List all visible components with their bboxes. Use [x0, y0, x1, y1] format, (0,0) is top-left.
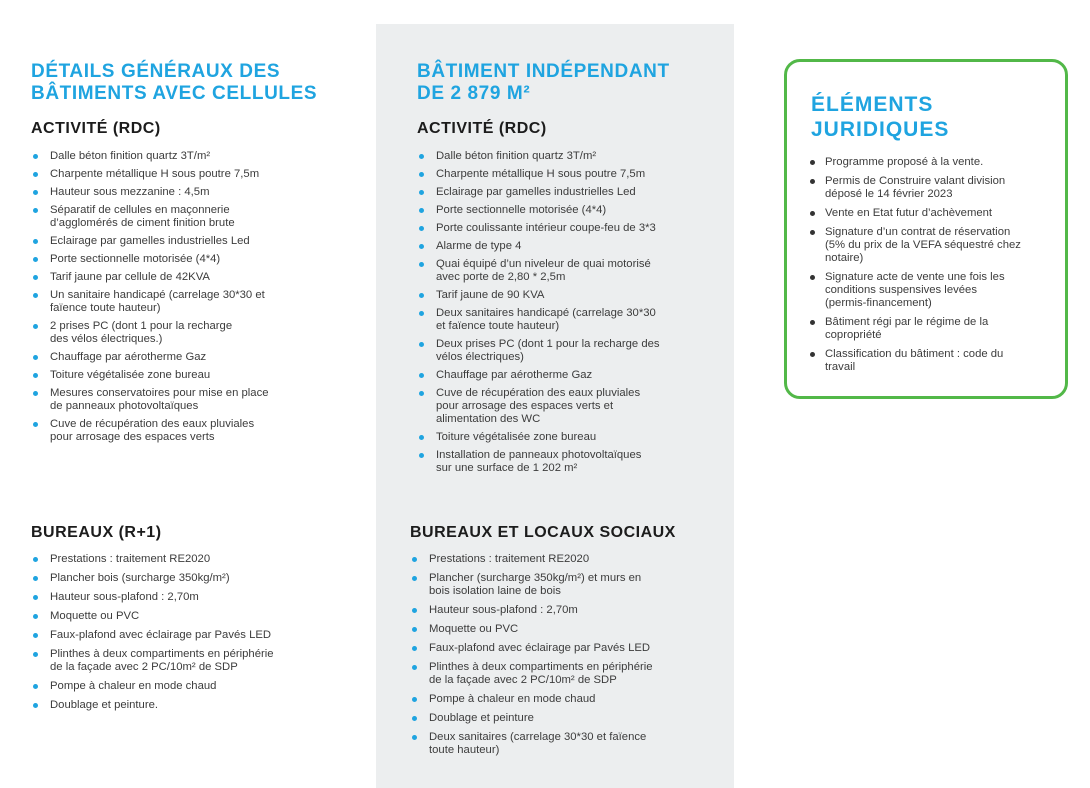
list-item-text: Bâtiment régi par le régime de la [825, 316, 989, 328]
list-item [31, 204, 361, 230]
list-item [31, 186, 361, 199]
title-line: BÂTIMENT INDÉPENDANT [417, 61, 670, 82]
list-item-text: alimentation des WC [436, 413, 541, 425]
list-item-text: Hauteur sous-plafond : 2,70m [429, 604, 578, 616]
list-item-text: Prestations : traitement RE2020 [50, 553, 211, 565]
list-item-text: Eclairage par gamelles industrielles Led [436, 186, 636, 198]
list-item-text: Hauteur sous mezzanine : 4,5m [50, 186, 210, 198]
list-item-text: Moquette ou PVC [429, 623, 519, 635]
list-item-text: copropriété [825, 329, 882, 341]
list-item [809, 271, 1047, 310]
list-item [417, 449, 717, 475]
section-col1-activity [31, 119, 361, 444]
list-item-text: Prestations : traitement RE2020 [429, 553, 590, 565]
list-item-text: Pompe à chaleur en mode chaud [429, 693, 596, 705]
list-item [31, 253, 361, 266]
list-item-text: d’agglomérés de ciment finition brute [50, 217, 235, 229]
list-item [809, 156, 1047, 169]
list-item [31, 150, 361, 163]
list-item [417, 369, 717, 382]
list-item-text: Doublage et peinture [429, 712, 534, 724]
list-item-text: Alarme de type 4 [436, 240, 522, 252]
list-item-text: Deux prises PC (dont 1 pour la recharge des [436, 338, 660, 350]
list-item-text: Quai équipé d’un niveleur de quai motorisé [436, 258, 651, 270]
list-item [417, 204, 717, 217]
list-item-text: Faux-plafond avec éclairage par Pavés LED [429, 642, 651, 654]
list-item [31, 351, 361, 364]
list-item-text: conditions suspensives levées [825, 284, 977, 296]
section-general-details [31, 61, 361, 105]
title-line: DE 2 879 M² [417, 83, 531, 104]
col1-offices-heading: BUREAUX (R+1) [31, 524, 162, 541]
list-item-text: Installation de panneaux photovoltaïques [436, 449, 642, 461]
list-item [809, 175, 1047, 201]
list-item [417, 240, 717, 253]
list-item-text: pour arrosage des espaces verts et [436, 400, 614, 412]
list-item [31, 648, 361, 674]
list-item-text: Plancher bois (surcharge 350kg/m²) [50, 572, 230, 584]
list-item [410, 642, 720, 655]
list-item-text: de la façade avec 2 PC/10m² de SDP [429, 674, 617, 686]
list-item [31, 289, 361, 315]
list-item-text: Hauteur sous-plafond : 2,70m [50, 591, 199, 603]
col2-activity-list [417, 150, 717, 475]
general-details-title [31, 61, 361, 105]
list-item [31, 610, 361, 623]
list-item-text: pour arrosage des espaces verts [50, 431, 215, 443]
list-item [31, 699, 361, 712]
section-independent-building [417, 61, 717, 105]
title-line: ÉLÉMENTS [811, 93, 934, 116]
list-item [410, 712, 720, 725]
legal-elements-title [811, 92, 949, 142]
list-item [31, 418, 361, 444]
list-item-text: de la façade avec 2 PC/10m² de SDP [50, 661, 238, 673]
list-item-text: Un sanitaire handicapé (carrelage 30*30 et [50, 289, 265, 301]
list-item [410, 553, 720, 566]
list-item-text: faïence toute hauteur) [50, 302, 161, 314]
list-item-text: Séparatif de cellules en maçonnerie [50, 204, 230, 216]
list-item-text: Plinthes à deux compartiments en périphérie [429, 661, 653, 673]
list-item-text: (5% du prix de la VEFA séquestré chez [825, 239, 1021, 251]
list-item [809, 316, 1047, 342]
list-item-text: Charpente métallique H sous poutre 7,5m [436, 168, 646, 180]
list-item [410, 731, 720, 757]
list-item-text: bois isolation laine de bois [429, 585, 561, 597]
list-item [809, 226, 1047, 265]
list-item [31, 369, 361, 382]
list-item-text: de panneaux photovoltaïques [50, 400, 199, 412]
list-item-text: Faux-plafond avec éclairage par Pavés LED [50, 629, 272, 641]
list-item-text: Toiture végétalisée zone bureau [50, 369, 211, 381]
title-line: BÂTIMENTS AVEC CELLULES [31, 83, 318, 104]
list-item-text: Chauffage par aérotherme Gaz [436, 369, 593, 381]
list-item [410, 623, 720, 636]
list-item-text: avec porte de 2,80 * 2,5m [436, 271, 566, 283]
list-item [417, 431, 717, 444]
list-item [417, 258, 717, 284]
list-item-text: Tarif jaune de 90 KVA [436, 289, 545, 301]
list-item-text: Cuve de récupération des eaux pluviales [436, 387, 641, 399]
list-item [809, 348, 1047, 374]
list-item [417, 150, 717, 163]
list-item-text: Dalle béton finition quartz 3T/m² [436, 150, 597, 162]
col1-activity-heading: ACTIVITÉ (RDC) [31, 120, 161, 137]
list-item-text: travail [825, 361, 856, 373]
col1-offices-list [31, 553, 361, 712]
list-item [31, 168, 361, 181]
list-item [417, 222, 717, 235]
list-item-text: Vente en Etat futur d’achèvement [825, 207, 993, 219]
list-item [31, 271, 361, 284]
list-item-text: Tarif jaune par cellule de 42KVA [50, 271, 210, 283]
list-item [410, 693, 720, 706]
list-item-text: Pompe à chaleur en mode chaud [50, 680, 217, 692]
list-item [417, 338, 717, 364]
list-item [417, 307, 717, 333]
list-item-text: Deux sanitaires handicapé (carrelage 30*30 [436, 307, 656, 319]
list-item [31, 572, 361, 585]
list-item [31, 629, 361, 642]
col2-offices-heading: BUREAUX ET LOCAUX SOCIAUX [410, 524, 676, 541]
list-item [417, 186, 717, 199]
legal-elements-list [809, 156, 1047, 374]
col2-activity-heading: ACTIVITÉ (RDC) [417, 120, 547, 137]
title-line: JURIDIQUES [811, 118, 950, 141]
list-item-text: Programme proposé à la vente. [825, 156, 984, 168]
list-item-text: Toiture végétalisée zone bureau [436, 431, 597, 443]
list-item-text: et faïence toute hauteur) [436, 320, 560, 332]
list-item [31, 320, 361, 346]
title-line: DÉTAILS GÉNÉRAUX DES [31, 61, 281, 82]
list-item [31, 680, 361, 693]
list-item-text: vélos électriques) [436, 351, 524, 363]
list-item-text: sur une surface de 1 202 m² [436, 462, 578, 474]
col1-activity-list [31, 150, 361, 444]
list-item [31, 591, 361, 604]
list-item-text: Dalle béton finition quartz 3T/m² [50, 150, 211, 162]
list-item-text: Plinthes à deux compartiments en périphérie [50, 648, 274, 660]
list-item-text: Signature d’un contrat de réservation [825, 226, 1011, 238]
list-item [417, 289, 717, 302]
list-item-text: Permis de Construire valant division [825, 175, 1006, 187]
list-item-text: des vélos électriques.) [50, 333, 163, 345]
list-item-text: (permis-financement) [825, 297, 932, 309]
list-item-text: Porte sectionnelle motorisée (4*4) [50, 253, 221, 265]
section-col1-offices [31, 523, 361, 712]
col2-offices-list [410, 553, 720, 757]
list-item-text: Classification du bâtiment : code du [825, 348, 1004, 360]
list-item-text: Eclairage par gamelles industrielles Led [50, 235, 250, 247]
list-item-text: Cuve de récupération des eaux pluviales [50, 418, 255, 430]
list-item-text: Moquette ou PVC [50, 610, 140, 622]
list-item-text: notaire) [825, 252, 864, 264]
list-item-text: Charpente métallique H sous poutre 7,5m [50, 168, 260, 180]
list-item-text: Chauffage par aérotherme Gaz [50, 351, 207, 363]
list-item [809, 207, 1047, 220]
section-col2-offices [410, 523, 720, 757]
list-item-text: Doublage et peinture. [50, 699, 159, 711]
list-item-text: Signature acte de vente une fois les [825, 271, 1005, 283]
list-item [410, 604, 720, 617]
list-item [417, 387, 717, 426]
list-item-text: Deux sanitaires (carrelage 30*30 et faïence [429, 731, 647, 743]
list-item-text: déposé le 14 février 2023 [825, 188, 953, 200]
section-col2-activity [417, 119, 717, 475]
list-item-text: Porte sectionnelle motorisée (4*4) [436, 204, 607, 216]
list-item [31, 553, 361, 566]
list-item-text: Plancher (surcharge 350kg/m²) et murs en [429, 572, 642, 584]
list-item-text: toute hauteur) [429, 744, 500, 756]
list-item [31, 235, 361, 248]
list-item [31, 387, 361, 413]
list-item [410, 661, 720, 687]
independent-building-title [417, 61, 717, 105]
list-item-text: Mesures conservatoires pour mise en place [50, 387, 269, 399]
list-item-text: Porte coulissante intérieur coupe-feu de 3*3 [436, 222, 656, 234]
list-item-text: 2 prises PC (dont 1 pour la recharge [50, 320, 233, 332]
list-item [410, 572, 720, 598]
list-item [417, 168, 717, 181]
legal-elements-box [784, 59, 1068, 399]
